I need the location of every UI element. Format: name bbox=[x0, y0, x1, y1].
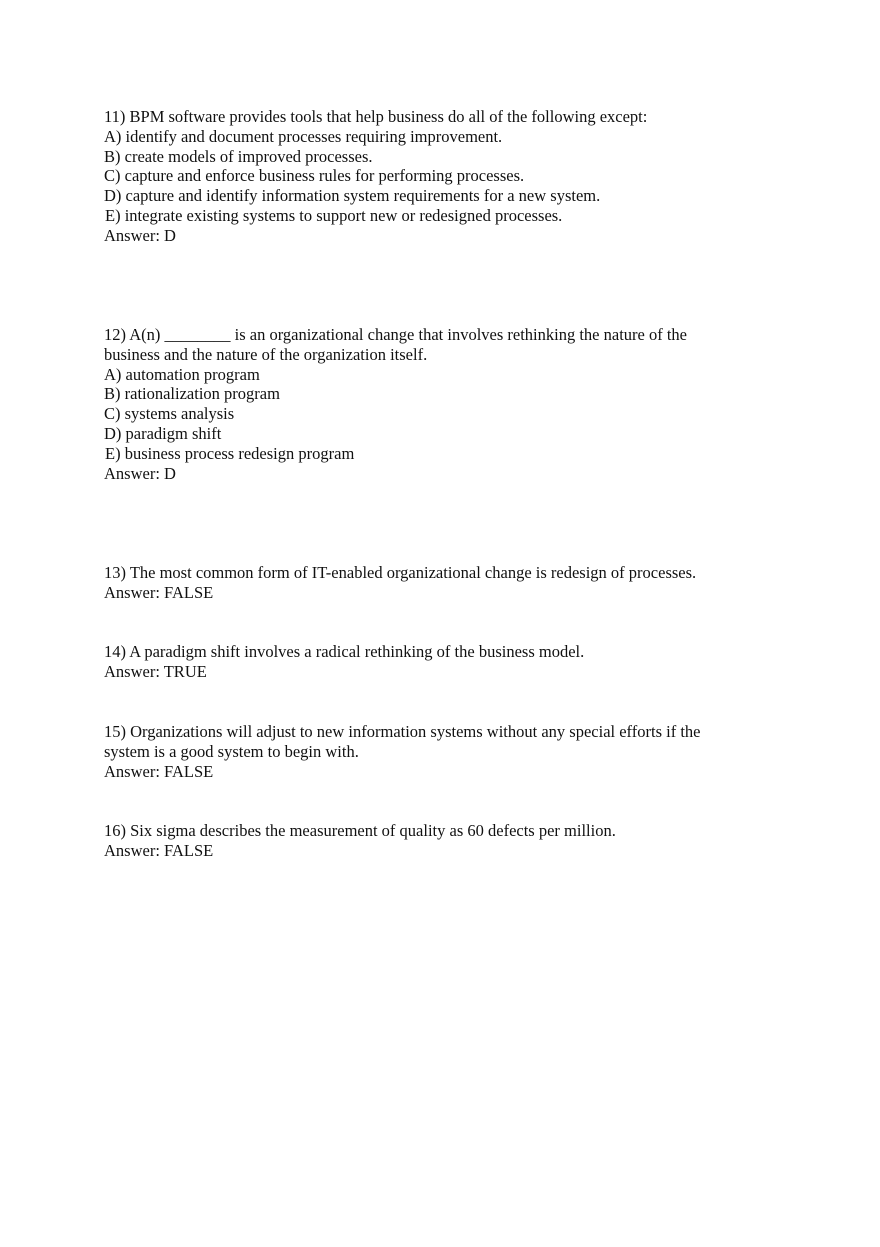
question-stem: 12) A(n) ________ is an organizational change that involves rethinking the nature of the bbox=[104, 325, 688, 344]
answer-line: Answer: FALSE bbox=[104, 840, 214, 860]
answer-line: Answer: D bbox=[104, 225, 176, 245]
question-stem: 16) Six sigma describes the measurement of quality as 60 defects per million. bbox=[104, 821, 616, 840]
question-stem: 15) Organizations will adjust to new information systems without any special efforts if the bbox=[104, 722, 701, 741]
question-stem: 11) BPM software provides tools that help business do all of the following except: bbox=[104, 107, 648, 126]
answer-line: Answer: FALSE bbox=[104, 761, 214, 781]
question-16 bbox=[104, 821, 764, 861]
question-14 bbox=[104, 642, 764, 682]
answer-line: Answer: FALSE bbox=[104, 582, 214, 602]
question-stem-continued: system is a good system to begin with. bbox=[104, 741, 359, 761]
question-stem-continued: business and the nature of the organization itself. bbox=[104, 344, 428, 364]
option-c: C) capture and enforce business rules for performing processes. bbox=[104, 166, 525, 186]
question-11 bbox=[104, 107, 764, 246]
question-12 bbox=[104, 325, 764, 483]
option-a: A) automation program bbox=[104, 364, 260, 384]
option-b: B) rationalization program bbox=[104, 384, 280, 404]
question-13 bbox=[104, 563, 764, 603]
option-e: E) business process redesign program bbox=[105, 443, 355, 463]
answer-line: Answer: TRUE bbox=[104, 661, 207, 681]
question-stem: 13) The most common form of IT-enabled organizational change is redesign of processes. bbox=[104, 563, 697, 582]
question-stem: 14) A paradigm shift involves a radical rethinking of the business model. bbox=[104, 642, 585, 661]
option-c: C) systems analysis bbox=[104, 404, 235, 424]
option-b: B) create models of improved processes. bbox=[104, 146, 373, 166]
option-a: A) identify and document processes requiring improvement. bbox=[104, 126, 503, 146]
question-15 bbox=[104, 722, 764, 781]
option-d: D) paradigm shift bbox=[104, 423, 222, 443]
option-e: E) integrate existing systems to support new or redesigned processes. bbox=[105, 205, 563, 225]
option-d: D) capture and identify information system requirements for a new system. bbox=[104, 186, 601, 206]
answer-line: Answer: D bbox=[104, 463, 176, 483]
